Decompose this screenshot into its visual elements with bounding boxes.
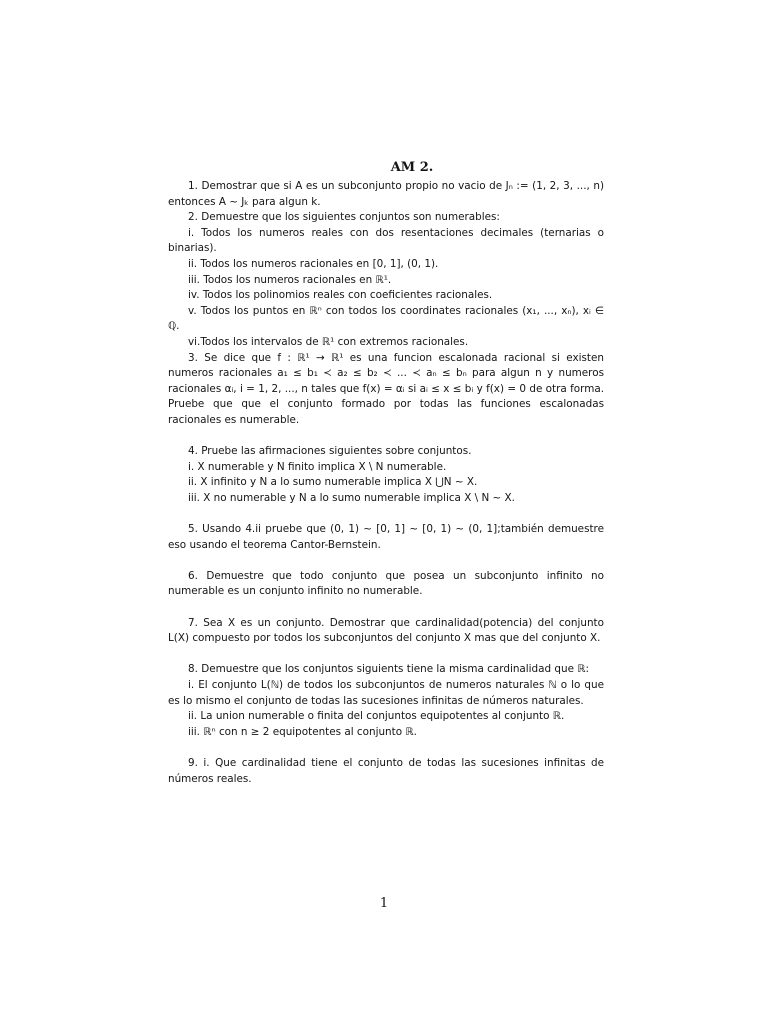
problem-2-item-iii: iii. Todos los numeros racionales en ℝ¹. xyxy=(188,273,392,286)
problem-8-item-i: i. El conjunto L(ℕ) de todos los subconjuntos de numeros naturales ℕ o lo que es lo mismo el conjunto de todas las sucesiones infinitas de números naturales. xyxy=(168,679,604,707)
problem-1: 1. Demostrar que si A es un subconjunto propio no vacio de Jₙ := (1, 2, 3, ..., n) entonces A ∼ Jₖ para algun k. xyxy=(168,180,604,208)
problem-6: 6. Demuestre que todo conjunto que posea un subconjunto infinito no numerable es un conjunto infinito no numerable. xyxy=(168,569,604,598)
problem-2-item-ii: ii. Todos los numeros racionales en [0, 1], (0, 1). xyxy=(188,257,439,270)
problem-8-item-iii: iii. ℝⁿ con n ≥ 2 equipotentes al conjunto ℝ. xyxy=(188,725,417,738)
problem-4-item-i: i. X numerable y N finito implica X \ N numerable. xyxy=(188,460,447,473)
page-title: AM 2. xyxy=(390,160,434,175)
problem-4-item-ii: ii. X infinito y N a lo sumo numerable implica X ⋃N ∼ X. xyxy=(188,476,478,489)
problem-3: 3. Se dice que f : ℝ¹ → ℝ¹ es una funcion escalonada racional si existen numeros racionales a₁ ≤ b₁ ≺ a₂ ≤ b₂ ≺ ... ≺ aₙ ≤ bₙ para algun n y numeros racionales αᵢ, i = 1, 2, ..., n tales que f(x) = αᵢ si aᵢ ≤ x ≤ bᵢ y f(x) = 0 de otra forma. Pruebe que que el conjunto formado por todas las funciones escalonadas racionales es numerable. xyxy=(168,351,604,426)
problem-2-intro: 2. Demuestre que los siguientes conjuntos son numerables: xyxy=(188,211,500,224)
problem-2-item-vi: vi.Todos los intervalos de ℝ¹ con extremos racionales. xyxy=(188,335,469,348)
page-number: 1 xyxy=(379,896,389,911)
problem-8-intro: 8. Demuestre que los conjuntos siguients tiene la misma cardinalidad que ℝ: xyxy=(188,663,590,676)
problem-2-item-v: v. Todos los puntos en ℝⁿ con todos los coordinates racionales (x₁, ..., xₙ), xᵢ ∈ ℚ. xyxy=(168,304,604,333)
problem-8-item-ii: ii. La union numerable o finita del conjuntos equipotentes al conjunto ℝ. xyxy=(188,710,565,723)
problem-2-item-iv: iv. Todos los polinomios reales con coeficientes racionales. xyxy=(188,289,493,302)
problem-2-item-i: i. Todos los numeros reales con dos resentaciones decimales (ternarias o binarias). xyxy=(168,226,604,255)
problem-4-intro: 4. Pruebe las afirmaciones siguientes sobre conjuntos. xyxy=(188,445,472,458)
problem-list xyxy=(168,179,604,787)
problem-9: 9. i. Que cardinalidad tiene el conjunto de todas las sucesiones infinitas de números reales. xyxy=(168,756,604,785)
problem-5: 5. Usando 4.ii pruebe que (0, 1) ∼ [0, 1] ∼ [0, 1) ∼ (0, 1];también demuestre eso usando el teorema Cantor-Bernstein. xyxy=(168,523,604,551)
problem-4-item-iii: iii. X no numerable y N a lo sumo numerable implica X \ N ∼ X. xyxy=(188,491,515,504)
problem-7: 7. Sea X es un conjunto. Demostrar que cardinalidad(potencia) del conjunto L(X) compuesto por todos los subconjuntos del conjunto X mas que del conjunto X. xyxy=(168,616,604,645)
